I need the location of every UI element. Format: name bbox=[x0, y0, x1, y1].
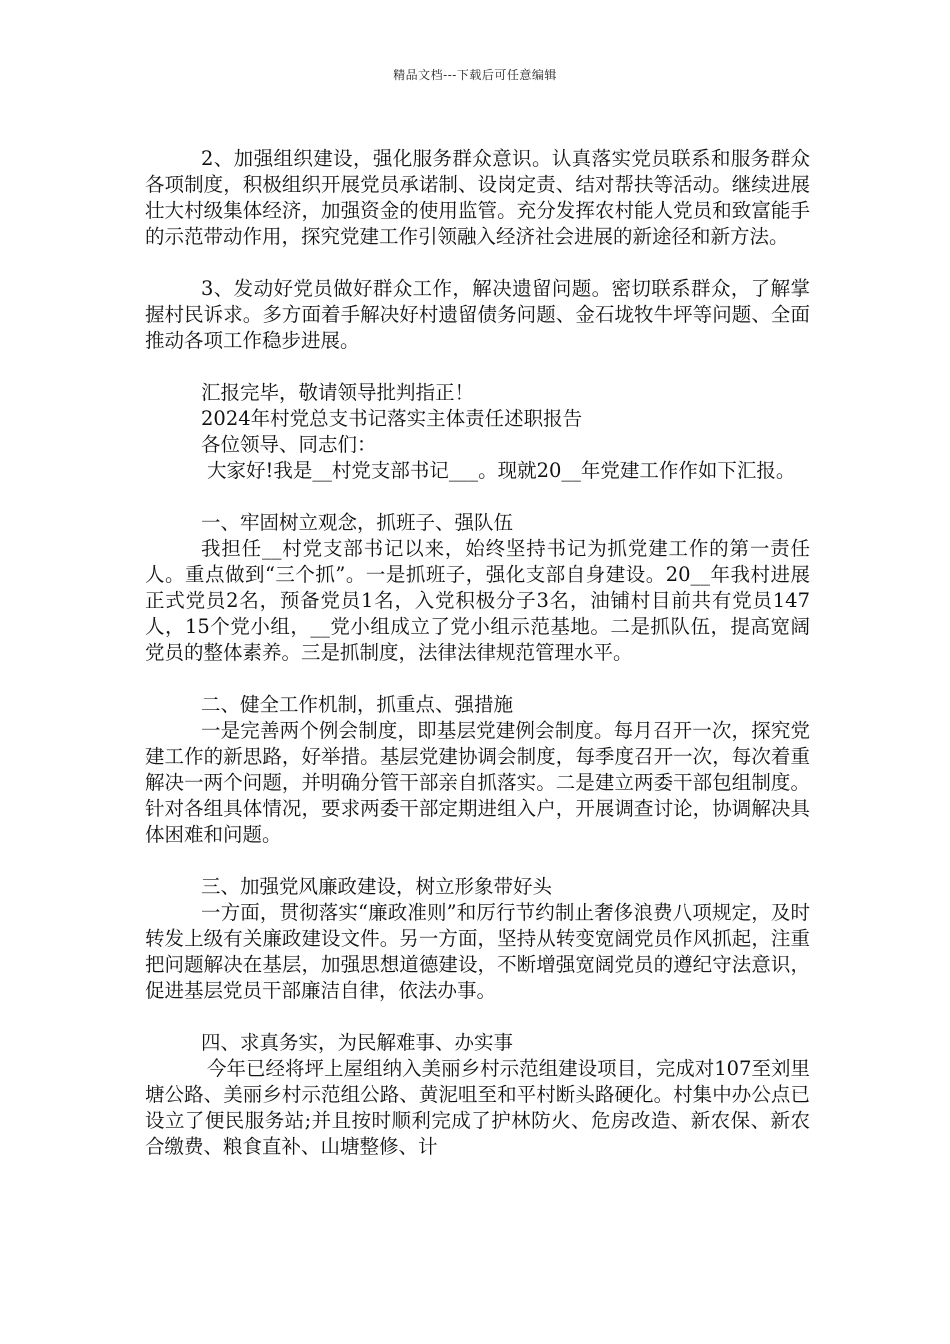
section-heading-1: 一、牢固树立观念，抓班子、强队伍 bbox=[201, 511, 514, 534]
paragraph-closing-remark: 汇报完毕，敬请领导批判指正！ bbox=[201, 381, 475, 404]
page-header: 精品文档---下载后可任意编辑 bbox=[393, 68, 557, 82]
paragraph-section-3: 一方面，贯彻落实“廉政准则”和厉行节约制止奢侈浪费八项规定，及时转发上级有关廉政建设文件。另一方面，坚持从转变宽阔党员作风抓起，注重把问题解决在基层，加强思想道德建设，不断增强宽阔党员的遵纪守法意识，促进基层党员干部廉洁自律，依法办事。 bbox=[145, 901, 810, 1002]
paragraph-section-1: 我担任__村党支部书记以来，始终坚持书记为抓党建工作的第一责任人。重点做到“三个抓”。一是抓班子，强化支部自身建设。20__年我村进展正式党员2名，预备党员1名，入党积极分子3名，油铺村目前共有党员147人，15个党小组，__党小组成立了党小组示范基地。二是抓队伍，提高宽阔党员的整体素养。三是抓制度，法律法律规范管理水平。 bbox=[145, 537, 810, 664]
section-heading-4: 四、求真务实，为民解难事、办实事 bbox=[201, 1031, 514, 1054]
section-heading-2: 二、健全工作机制，抓重点、强措施 bbox=[201, 693, 514, 716]
salutation: 各位领导、同志们： bbox=[201, 433, 377, 456]
paragraph-section-2: 一是完善两个例会制度，即基层党建例会制度。每月召开一次，探究党建工作的新思路，好举措。基层党建协调会制度，每季度召开一次，每次着重解决一两个问题，并明确分管干部亲自抓落实。二是建立两委干部包组制度。针对各组具体情况，要求两委干部定期进组入户，开展调查讨论，协调解决具体困难和问题。 bbox=[145, 719, 810, 846]
section-heading-3: 三、加强党风廉政建设，树立形象带好头 bbox=[201, 875, 553, 898]
document-body bbox=[145, 146, 810, 1160]
report-title: 2024年村党总支书记落实主体责任述职报告 bbox=[201, 407, 583, 430]
paragraph-section-4: 今年已经将坪上屋组纳入美丽乡村示范组建设项目，完成对107至刘里塘公路、美丽乡村示范组公路、黄泥咀至和平村断头路硬化。村集中办公点已设立了便民服务站;并且按时顺利完成了护林防火、危房改造、新农保、新农合缴费、粮食直补、山塘整修、计 bbox=[145, 1057, 810, 1158]
paragraph-strengthen-organization: 2、加强组织建设，强化服务群众意识。认真落实党员联系和服务群众各项制度，积极组织开展党员承诺制、设岗定责、结对帮扶等活动。继续进展壮大村级集体经济，加强资金的使用监管。充分发挥农村能人党员和致富能手的示范带动作用，探究党建工作引领融入经济社会进展的新途径和新方法。 bbox=[145, 147, 810, 248]
paragraph-greeting: 大家好!我是__村党支部书记___。现就20__年党建工作作如下汇报。 bbox=[207, 459, 796, 482]
paragraph-mobilize-members: 3、发动好党员做好群众工作，解决遗留问题。密切联系群众，了解掌握村民诉求。多方面着手解决好村遗留债务问题、金石垅牧牛坪等问题、全面推动各项工作稳步进展。 bbox=[145, 277, 810, 352]
